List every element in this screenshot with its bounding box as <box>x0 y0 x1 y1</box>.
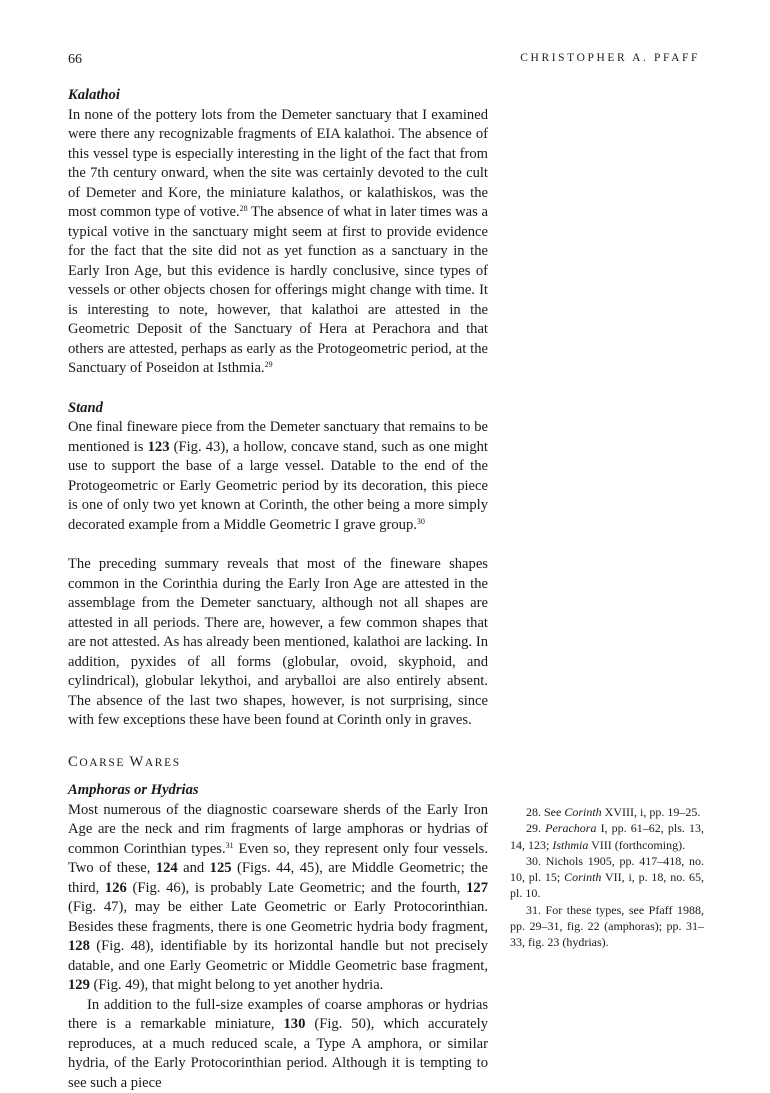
section-heading-coarse-wares: COARSE WARES <box>68 753 488 774</box>
kalathoi-heading: Kalathoi <box>68 86 488 106</box>
footnotes <box>510 804 704 951</box>
stand-paragraph: One final fineware piece from the Demeter sanctuary that remains to be mentioned is 123 (Fig. 43), a hollow, concave stand, such as one might use to support the base of a large vessel. Datable to the end of the Protogeometric or Early Geometric period by its decoration, this piece is one of only two yet known at Corinth, the other being a more simply decorated example from a Middle Geometric I grave group.$^{30}$ <box>68 418 488 535</box>
running-head: CHRISTOPHER A. PFAFF <box>520 52 700 64</box>
footnote-ref-28: 28 <box>240 204 248 213</box>
amphoras-heading: Amphoras or Hydrias <box>68 781 488 801</box>
page-number: 66 <box>68 52 82 68</box>
kalathoi-paragraph: In none of the pottery lots from the Demeter sanctuary that I examined were there any recognizable fragments of EIA kalathoi. The absence of this vessel type is especially interesting in the light of the fact that from the 7th century onward, when the site was certainly devoted to the cult of Demeter and Kore, the miniature kalathos, or kalathiskos, was the most common type of votive.$^{28}$ The absence of what in later times was a typical votive in the sanctuary might seem at first to provide evidence for the fact that the site did not as yet function as a sanctuary in the Early Iron Age, but this evidence is hardly conclusive, since types of vessels or other objects chosen for offerings might change with time. It is interesting to note, however, that kalathoi are attested in the Geometric Deposit of the Sanctuary of Hera at Perachora and that others are attested, perhaps as early as the Protogeometric period, at the Sanctuary of Poseidon at Isthmia.$^{29}$ <box>68 106 488 379</box>
footnote-30: 30. Nichols 1905, pp. 417–418, no. 10, pl. 15; Corinth VII, i, p. 18, no. 65, pl. 10. <box>510 853 704 902</box>
summary-paragraph: The preceding summary reveals that most of the fineware shapes common in the Corinthia during the Early Iron Age are attested in the assemblage from the Demeter sanctuary, although not all shapes are attested in all periods. There are, however, a few common shapes that are not attested. As has already been mentioned, kalathoi are lacking. In addition, pyxides of all forms (globular, ovoid, skyphoid, and cylindrical), globular lekythoi, and aryballoi are also entirely absent. The absence of the last two shapes, however, is not surprising, since with few exceptions these have been found at Corinth only in graves. <box>68 555 488 731</box>
miniature-paragraph: In addition to the full-size examples of coarse amphoras or hydrias there is a remarkable miniature, 130 (Fig. 50), which accurately reproduces, at a much reduced scale, a Type A amphora, or similar hydria, of the Early Protocorinthian period. Although it is tempting to see such a piece <box>68 996 488 1093</box>
page-header <box>68 52 700 72</box>
main-column <box>68 86 488 1093</box>
footnote-ref-29: 29 <box>265 360 273 369</box>
catalog-number: 123 <box>148 439 170 455</box>
footnote-28: 28. See Corinth XVIII, i, pp. 19–25. <box>510 804 704 820</box>
footnote-ref-30: 30 <box>417 517 425 526</box>
stand-heading: Stand <box>68 399 488 419</box>
footnote-ref-31: 31 <box>226 841 234 850</box>
amphoras-paragraph: Most numerous of the diagnostic coarseware sherds of the Early Iron Age are the neck and rim fragments of large amphoras or hydrias of common Corinthian types.$^{31}$ Even so, they represent only four vessels. Two of these, 124 and 125 (Figs. 44, 45), are Middle Geometric; the third, 126 (Fig. 46), is probably Late Geometric; and the fourth, 127 (Fig. 47), may be either Late Geometric or Early Protocorinthian. Besides these fragments, there is one Geometric hydria body fragment, 128 (Fig. 48), identifiable by its horizontal handle but not precisely datable, and one Early Geometric or Middle Geometric base fragment, 129 (Fig. 49), that might belong to yet another hydria. <box>68 801 488 996</box>
footnote-31: 31. For these types, see Pfaff 1988, pp. 29–31, fig. 22 (amphoras); pp. 31–33, fig. 23 (hydrias). <box>510 902 704 951</box>
footnote-29: 29. Perachora I, pp. 61–62, pls. 13, 14, 123; Isthmia VIII (forthcoming). <box>510 820 704 853</box>
